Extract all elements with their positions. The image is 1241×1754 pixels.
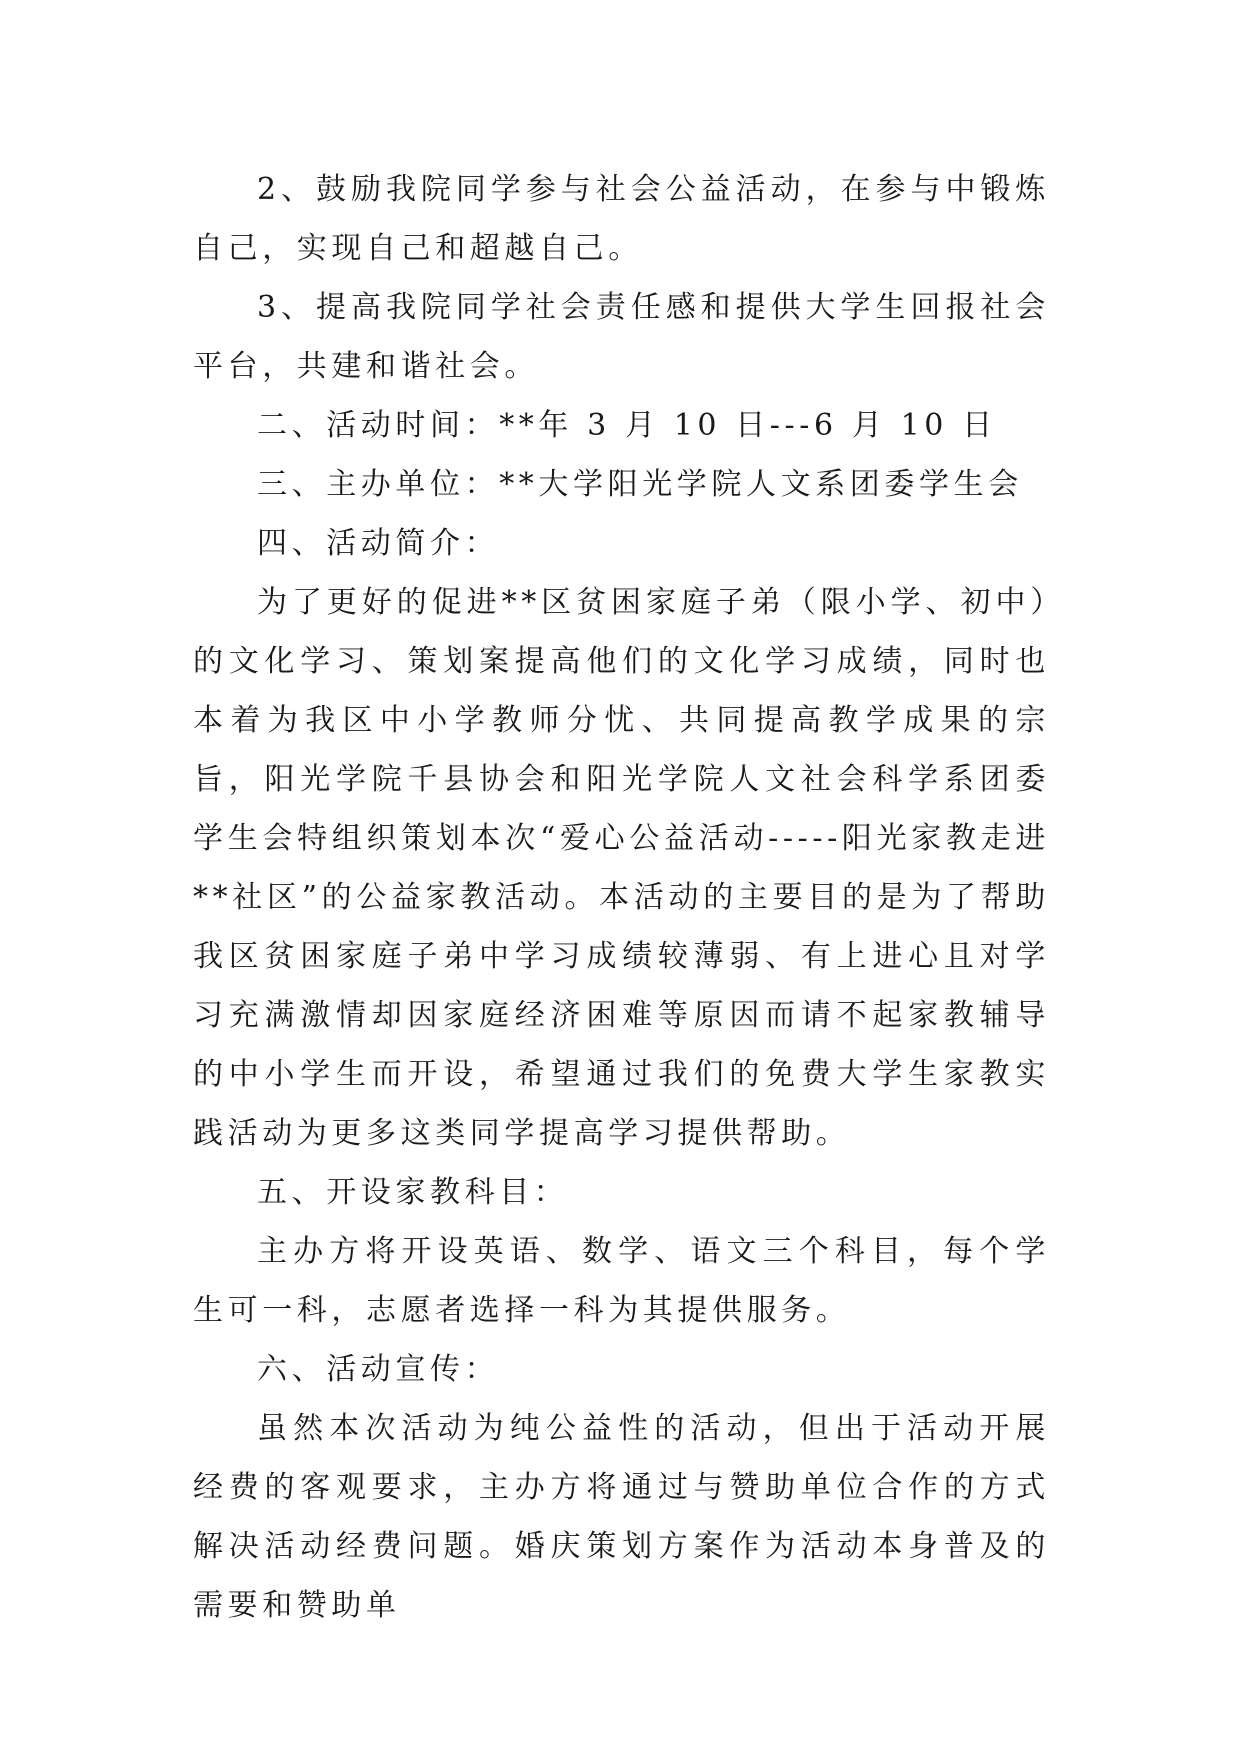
section-heading-subjects: 五、开设家教科目： [257, 1175, 569, 1210]
section-heading-introduction: 四、活动简介： [257, 526, 500, 561]
paragraph-introduction: 为了更好的促进**区贫困家庭子弟（限小学、初中）的文化学习、策划案提高他们的文化学习成绩，同时也本着为我区中小学教师分忧、共同提高教学成果的宗旨，阳光学院千县协会和阳光学院人文社会科学系团委学生会特组织策划本次“爱心公益活动-----阳光家教走进**社区”的公益家教活动。本活动的主要目的是为了帮助我区贫困家庭子弟中学习成绩较薄弱、有上进心且对学习充满激情却因家庭经济困难等原因而请不起家教辅导的中小学生而开设，希望通过我们的免费大学生家教实践活动为更多这类同学提高学习提供帮助。 [193, 585, 1050, 1151]
paragraph-goal-3: 3、提高我院同学社会责任感和提供大学生回报社会平台，共建和谐社会。 [193, 290, 1050, 384]
paragraph-goal-2: 2、鼓励我院同学参与社会公益活动，在参与中锻炼自己，实现自己和超越自己。 [193, 172, 1050, 266]
section-heading-publicity: 六、活动宣传： [257, 1352, 500, 1387]
section-organizer: 三、主办单位：**大学阳光学院人文系团委学生会 [257, 467, 1023, 502]
paragraph-subjects: 主办方将开设英语、数学、语文三个科目，每个学生可一科，志愿者选择一科为其提供服务。 [193, 1234, 1050, 1328]
paragraph-publicity: 虽然本次活动为纯公益性的活动，但出于活动开展经费的客观要求，主办方将通过与赞助单位合作的方式解决活动经费问题。婚庆策划方案作为活动本身普及的需要和赞助单 [193, 1411, 1050, 1623]
document-page [193, 160, 1050, 1635]
section-activity-time: 二、活动时间：**年 3 月 10 日---6 月 10 日 [257, 408, 997, 443]
